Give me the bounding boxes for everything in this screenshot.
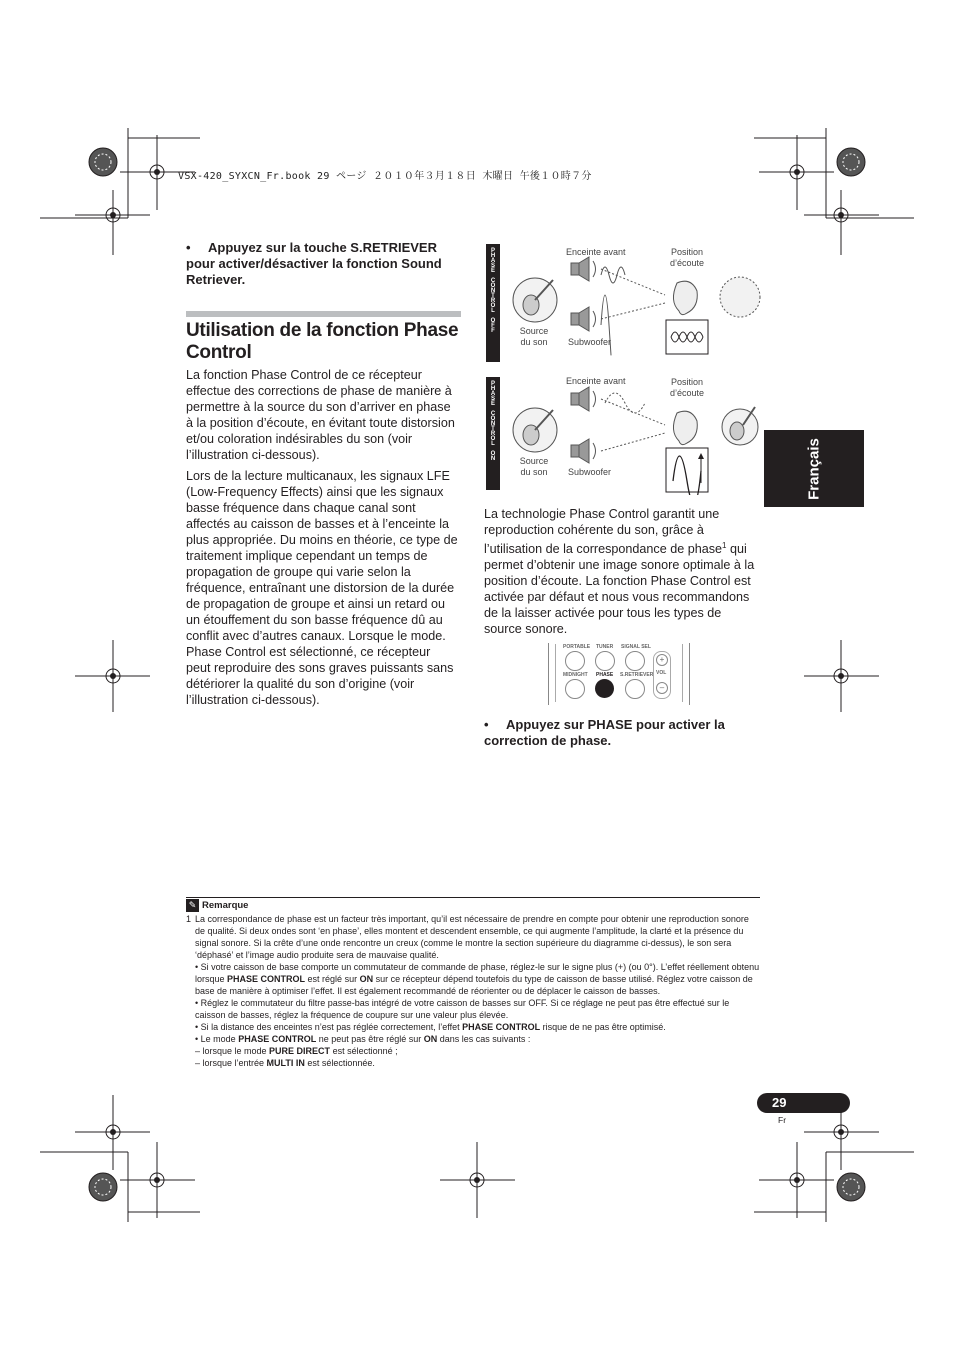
ear-icon [673,411,697,444]
sretriever-label: S.RETRIEVER [620,672,654,678]
language-tab-text: Français [805,437,823,500]
midnight-button[interactable] [565,679,585,699]
section-bar [186,311,461,317]
note-bullet-phase-switch: • Si votre caisson de base comporte un commutateur de commande de phase, réglez-le sur le signe plus (+) (ou 0°). L’effet réellement obtenu lorsque PHASE CONTROL est réglé sur ON sur ce récepteur dépend toutefois du type de caisson de basse utilisé. Réglez votre caisson de base de manière à optimiser l’effet. Il est également recommandé de réorienter ou de déplacer le caisson de basses. [195,962,760,996]
footnote-number: 1 [186,914,192,924]
path-front [601,269,665,295]
subwoofer-label-off: Subwoofer [568,337,612,347]
sound-source-label-on: Source du son [519,456,549,477]
listening-position-label-on: Position d’écoute [669,377,705,398]
volume-down-button[interactable]: – [656,682,668,694]
note-dash-multi-in: – lorsque l’entrée MULTI IN est sélectionnée. [195,1058,375,1068]
note-bullet-mode: • Le mode PHASE CONTROL ne peut pas être réglé sur ON dans les cas suivants : [195,1034,531,1044]
signal-sel-label: SIGNAL SEL [621,644,651,650]
sub-wave [601,295,611,355]
bullet-sretriever-text: Appuyez sur la touche S.RETRIEVER pour activer/désactiver la fonction Sound Retriever. [186,240,442,287]
bullet-dot: • [186,240,191,255]
phase-label: PHASE [596,672,614,678]
page-language: Fr [778,1115,787,1125]
page-number: 29 [772,1095,787,1110]
midnight-label: MIDNIGHT [563,672,588,678]
path-sub [601,433,665,451]
phase-tech-text-b: qui permet d’obtenir une image sonore optimale à la position d’écoute. La fonction Phase Control est activée par défaut et nous vous recommandons de la laisser activée pour tous les types de source sonore. [484,542,755,637]
front-speaker-label-off: Enceinte avant [566,247,626,257]
volume-label: VOL [656,670,667,676]
volume-up-button[interactable]: + [656,654,668,666]
phase-control-off-label: PHASE CONTROL OFF [486,244,500,362]
footnote-ref: 1 [722,541,727,550]
print-header: VSX-420_SYXCN_Fr.book 29 ページ ２０１０年３月１８日 木曜日 午後１０時７分 [178,171,592,182]
ear-icon [673,281,697,314]
portable-label: PORTABLE [563,644,591,650]
bullet-phase-text: Appuyez sur PHASE pour activer la correction de phase. [484,717,725,748]
front-wave [601,267,625,283]
guitar-listening-icon [722,407,758,445]
path-front [601,399,665,425]
subwoofer-label-on: Subwoofer [568,467,612,477]
footnote-1-text: La correspondance de phase est un facteur très important, qu’il est nécessaire de prendre en compte pour obtenir une reproduction sonore de qualité. Si deux ondes sont ‘en phase’, elles montent et descendent ensemble, ce qui augmente l’amplitude, la clarté et la présence du signal sonore. Si la crête d’une onde rencontre un creux (comme le montre la section supérieure du diagramme ci-dessus), le son sera ‘déphasé’ et l’image audio produite sera de mauvaise qualité. [195,914,749,960]
bullet-phase [484,717,754,749]
paragraph-multichannel: Lors de la lecture multicanaux, les signaux LFE (Low-Frequency Effects) ainsi que les signaux basse fréquence dans chaque canal sont affectés au caisson de basses et à l’enceinte la plus appropriée. Du moins en théorie, ce type de traitement implique cependant un temps de propagation de groupe qui varie selon la fréquence, entraînant une distorsion de la durée de propagation de groupe et ainsi un retard ou un étouffement du son basse fréquence dû au conflit avec d’autres canaux. Lorsque le mode. Phase Control est sélectionné, ce récepteur peut reproduire des sons graves puissants sans détériorer la qualité du son d’origine (voir l’illustration ci-dessous). [186,469,458,707]
sound-source-label-off: Source du son [519,326,549,347]
paragraph-intro: La fonction Phase Control de ce récepteur effectue des corrections de phase de manière à permettre à la source du son d’arriver en phase à la position d’écoute, en évitant toute distorsion et/ou coloration indésirables du son (voir l’illustration ci-dessous). [186,368,455,462]
phase-button[interactable] [595,679,614,698]
notes-heading-text: Remarque [202,900,249,911]
portable-button[interactable] [565,651,585,671]
signal-sel-button[interactable] [625,651,645,671]
sretriever-button[interactable] [625,679,645,699]
guitar-icon [513,278,557,322]
note-bullet-lowpass: • Réglez le commutateur du filtre passe-bas intégré de votre caisson de basses sur OFF. Si ce réglage ne peut pas être effectué sur le caisson de basses, réglez la fréquence de coupure sur une valeur plus élevée. [195,998,730,1020]
subwoofer-icon [571,439,596,463]
listening-position-label-off: Position d’écoute [669,247,705,268]
tuner-label: TUNER [596,644,614,650]
guitar-icon [513,408,557,452]
path-sub [601,303,665,319]
phase-on-illustration [505,385,765,495]
subwoofer-icon [571,307,596,331]
footnote-1 [186,913,761,961]
paragraph-phase-tech [484,506,756,637]
language-tab [764,430,864,507]
notes-heading [186,899,248,912]
phase-tech-text-a: La technologie Phase Control garantit une reproduction cohérente du son, grâce à l’utilisation de la correspondance de phase [484,507,723,557]
front-speaker-icon [571,257,596,281]
front-speaker-label-on: Enceinte avant [566,376,626,386]
phase-control-on-label: PHASE CONTROL ON [486,377,500,490]
notes-block [186,913,761,1069]
phase-off-illustration [505,255,765,360]
volume-rocker[interactable] [653,651,671,699]
notes-rule [186,897,760,898]
aligned-wave [605,393,645,413]
guitar-listening-icon [720,277,760,317]
pencil-icon: ✎ [186,899,199,912]
section-title: Utilisation de la fonction Phase Control [186,320,459,363]
page-number-pill [757,1093,850,1113]
note-bullet-distance: • Si la distance des enceintes n’est pas réglée correctement, l’effet PHASE CONTROL risque de ne pas être optimisé. [195,1022,666,1032]
note-dash-pure-direct: – lorsque le mode PURE DIRECT est sélectionné ; [195,1046,398,1056]
remote-panel [548,643,690,705]
front-speaker-icon [571,387,596,411]
bullet-sretriever [186,240,466,288]
bullet-dot: • [484,717,489,732]
tuner-button[interactable] [595,651,615,671]
